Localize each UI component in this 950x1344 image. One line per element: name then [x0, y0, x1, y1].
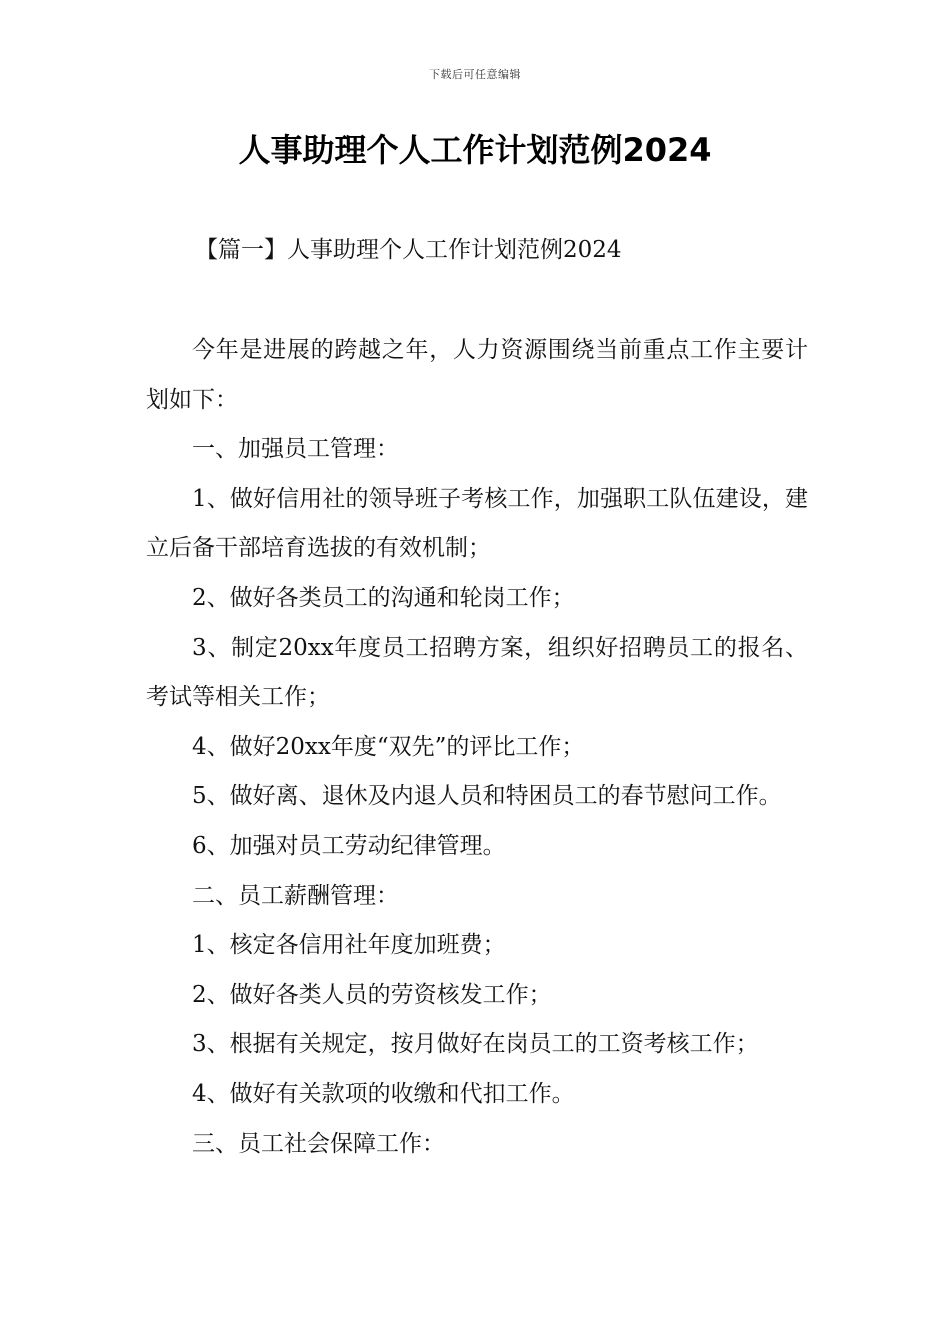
- paragraph-item: 3、根据有关规定，按月做好在岗员工的工资考核工作；: [192, 1031, 759, 1058]
- document-body: [146, 326, 808, 1169]
- paragraph-item: 3、制定20xx年度员工招聘方案，组织好招聘员工的报名、考试等相关工作；: [146, 634, 808, 711]
- paragraph-item: 4、做好有关款项的收缴和代扣工作。: [192, 1080, 575, 1107]
- paragraph-heading-social-security: 三、员工社会保障工作：: [192, 1130, 445, 1157]
- paragraph-item: 2、做好各类人员的劳资核发工作；: [192, 981, 552, 1008]
- paragraph-intro: 今年是进展的跨越之年，人力资源围绕当前重点工作主要计划如下：: [146, 337, 808, 413]
- paragraph-item: 6、加强对员工劳动纪律管理。: [192, 832, 506, 859]
- document-title: 人事助理个人工作计划范例2024: [238, 131, 712, 169]
- paragraph-item: 1、核定各信用社年度加班费；: [192, 932, 506, 959]
- paragraph-item: 1、做好信用社的领导班子考核工作，加强职工队伍建设，建立后备干部培育选拔的有效机制；: [146, 485, 808, 562]
- header-note: 下载后可任意编辑: [429, 68, 521, 81]
- paragraph-item: 2、做好各类员工的沟通和轮岗工作；: [192, 584, 575, 611]
- paragraph-item: 4、做好20xx年度“双先”的评比工作；: [192, 733, 585, 760]
- section-heading: 【篇一】人事助理个人工作计划范例2024: [195, 237, 622, 263]
- paragraph-heading-staff-management: 一、加强员工管理：: [192, 436, 399, 463]
- paragraph-heading-salary-management: 二、员工薪酬管理：: [192, 882, 399, 909]
- paragraph-item: 5、做好离、退休及内退人员和特困员工的春节慰问工作。: [192, 783, 782, 810]
